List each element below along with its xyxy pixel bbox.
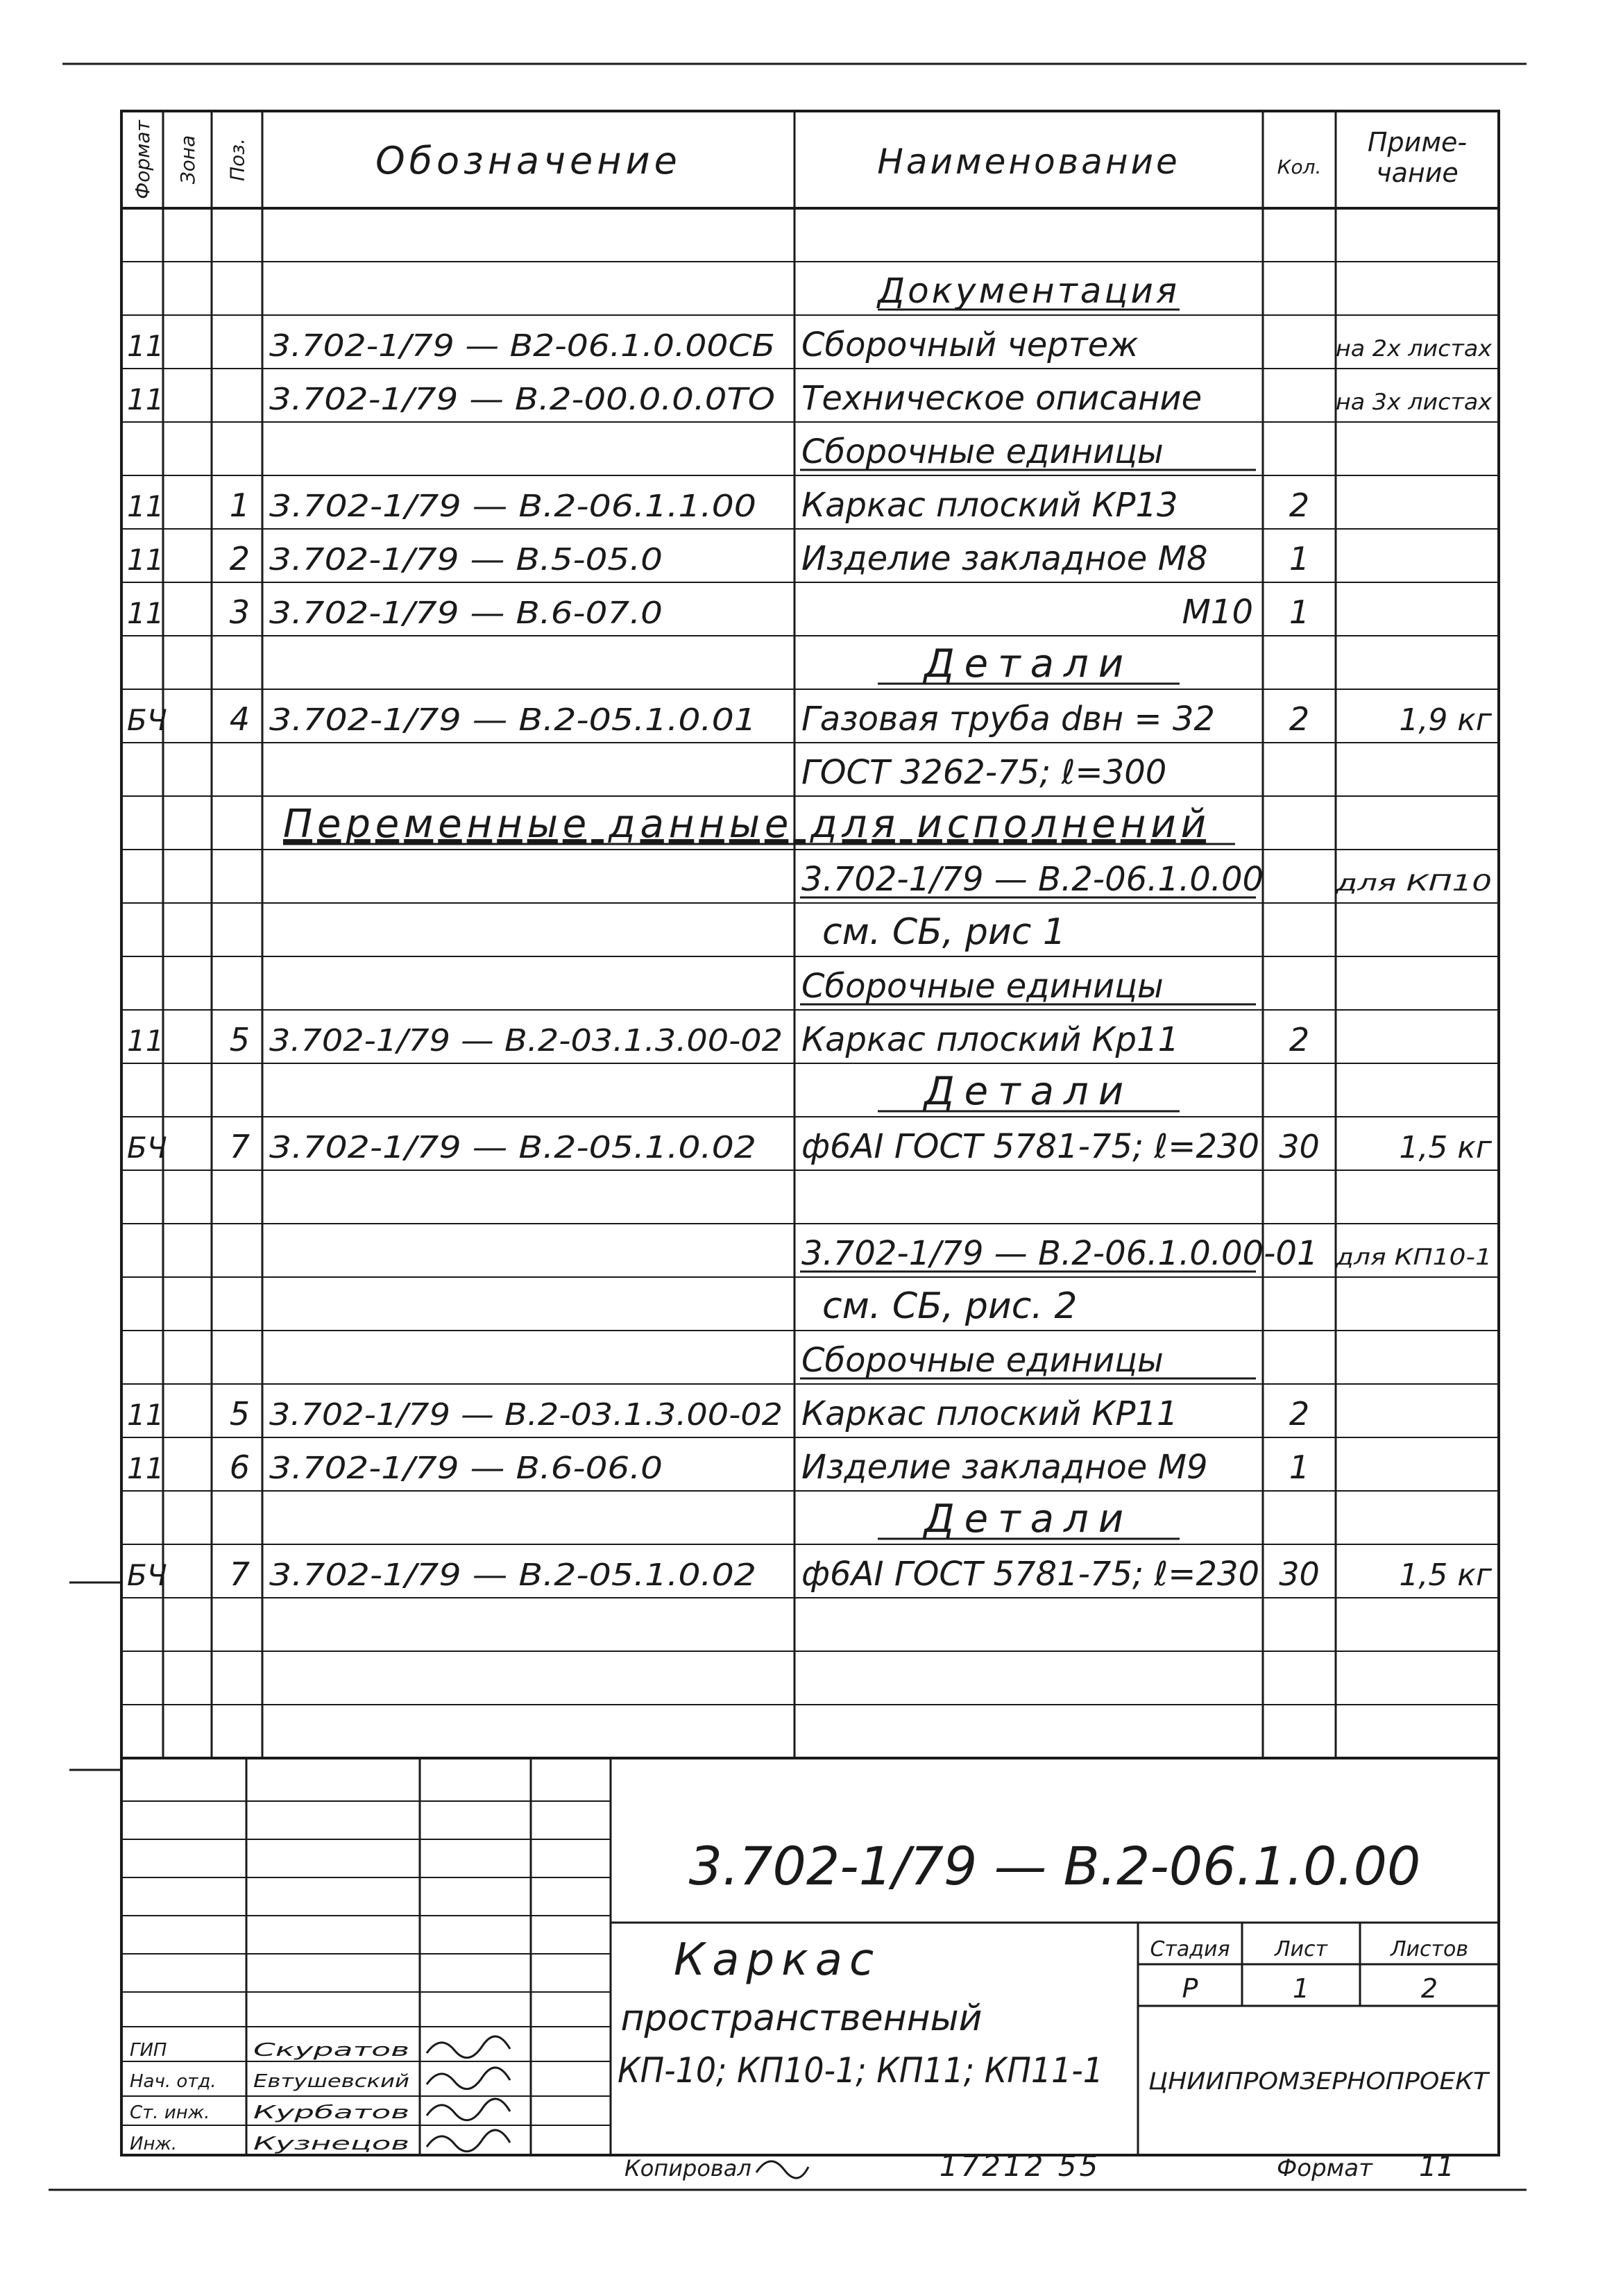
cell-name: М10 [1182,593,1253,632]
signer-role: Нач. отд. [130,2071,216,2092]
cell-designation: 3.702-1/79 — В2-06.1.0.00СБ [269,328,775,364]
cell-position: 4 [229,700,250,738]
cell-quantity: 2 [1289,700,1310,738]
signer-role: Ст. инж. [130,2102,210,2123]
header-position: Поз. [226,138,249,181]
cell-format: 11 [127,1024,164,1058]
cell-name: Детали [924,1496,1134,1542]
cell-name: Сборочные единицы [801,967,1164,1006]
cell-format: 11 [127,1398,164,1432]
cell-name: Каркас плоский Кр11 [801,1020,1180,1059]
cell-format: БЧ [127,1558,167,1592]
cell-name: Сборочный чертеж [801,326,1139,364]
cell-position: 5 [229,1395,250,1433]
cell-quantity: 1 [1289,1449,1310,1486]
cell-designation: 3.702-1/79 — В.2-03.1.3.00-02 [269,1397,783,1433]
cell-designation: 3.702-1/79 — В.2-03.1.3.00-02 [269,1023,783,1058]
cell-format: 11 [127,489,164,523]
cell-designation: 3.702-1/79 — В.6-06.0 [269,1451,663,1486]
document-code: 3.702-1/79 — В.2-06.1.0.00 [688,1835,1421,1897]
cell-designation: 3.702-1/79 — В.5-05.0 [269,542,663,577]
signature-mark [427,2068,510,2089]
product-title: Каркас [673,1934,881,1986]
cell-designation: 3.702-1/79 — В.2-06.1.1.00 [269,489,756,524]
cell-position: 7 [229,1555,250,1593]
cell-name: Изделие закладное М9 [801,1448,1208,1487]
cell-name: Детали [924,641,1134,686]
format-label: Формат [1277,2154,1372,2182]
signature-mark [427,2099,510,2120]
header-format: Формат [131,120,154,199]
cell-name: Сборочные единицы [801,1341,1164,1380]
cell-quantity: 30 [1279,1128,1320,1165]
cell-name: см. СБ, рис 1 [822,911,1066,953]
cell-name: Газовая труба dвн = 32 [801,700,1215,738]
cell-quantity: 2 [1289,487,1310,524]
cell-name: Документация [878,271,1180,311]
cell-designation: 3.702-1/79 — В.2-05.1.0.02 [269,1558,756,1593]
organization-name: ЦНИИПРОМЗЕРНОПРОЕКТ [1148,2068,1490,2095]
cell-format: 11 [127,1451,164,1485]
cell-quantity: 2 [1289,1395,1310,1433]
cell-designation: 3.702-1/79 — В.2-00.0.0.0ТО [269,382,775,417]
product-subtitle: пространственный [620,1998,983,2039]
header-zone: Зона [176,135,199,185]
header-name: Наименование [877,142,1180,182]
stage-label: Стадия [1150,1937,1230,1961]
cell-name: Каркас плоский КР13 [801,486,1178,525]
cell-quantity: 30 [1279,1555,1320,1593]
cell-name: Детали [924,1069,1134,1114]
signature-mark [427,2130,510,2152]
format-value: 11 [1419,2151,1454,2183]
signer-name: Скуратов [253,2040,409,2061]
header-note: Приме- [1367,127,1468,158]
copier-signature-mark [756,2161,808,2178]
cell-format: 11 [127,596,164,630]
signer-name: Курбатов [253,2102,409,2123]
signature-mark [427,2036,510,2058]
cell-name: Сборочные единицы [801,432,1164,471]
archive-number: 17212 55 [939,2149,1101,2183]
cell-note: на 2х листах [1336,335,1493,362]
header-designation: Обозначение [375,139,681,183]
sheet-label: Лист [1274,1937,1328,1961]
cell-designation: 3.702-1/79 — В.6-07.0 [269,596,663,631]
cell-name: см. СБ, рис. 2 [822,1285,1078,1327]
cell-note: 1,5 кг [1399,1130,1492,1165]
cell-name: Каркас плоский КР11 [801,1394,1178,1433]
cell-quantity: 1 [1289,593,1310,631]
cell-format: БЧ [127,1131,167,1165]
cell-position: 6 [229,1449,250,1486]
table-body [121,262,1499,1758]
copied-by-label: Копировал [624,2155,751,2181]
cell-name: ф6АI ГОСТ 5781-75; ℓ=230 [801,1127,1260,1166]
cell-name: 3.702-1/79 — В.2-06.1.0.00 [801,860,1264,899]
cell-format: 11 [127,329,164,363]
cell-designation: 3.702-1/79 — В.2-05.1.0.01 [269,702,756,738]
product-variants: КП-10; КП10-1; КП11; КП11-1 [618,2050,1103,2091]
cell-designation: 3.702-1/79 — В.2-05.1.0.02 [269,1130,756,1165]
cell-position: 3 [229,593,250,631]
title-block [121,1758,1499,2155]
header-quantity: Кол. [1277,155,1322,178]
stage-value: Р [1182,1973,1198,2004]
cell-format: БЧ [127,703,167,737]
cell-quantity: 2 [1289,1021,1310,1058]
cell-note: 1,9 кг [1399,702,1492,738]
cell-position: 5 [229,1021,250,1058]
signer-name: Евтушевский [253,2071,409,2092]
cell-note: на 3х листах [1336,389,1493,415]
cell-format: 11 [127,543,164,577]
cell-name: Изделие закладное М8 [801,539,1208,578]
cell-note: 1,5 кг [1399,1558,1492,1593]
signer-role: Инж. [130,2134,178,2154]
cell-name: Техническое описание [801,379,1202,418]
cell-name: 3.702-1/79 — В.2-06.1.0.00-01 [801,1234,1318,1273]
signer-role: ГИП [130,2040,167,2061]
signer-name: Кузнецов [253,2134,409,2154]
cell-quantity: 1 [1289,540,1310,577]
variable-data-banner: Переменные данные для исполнений [283,802,1206,847]
sheets-value: 2 [1420,1973,1438,2004]
header-note: чание [1376,158,1459,188]
cell-position: 7 [229,1128,250,1165]
cell-name: ф6АI ГОСТ 5781-75; ℓ=230 [801,1555,1260,1594]
sheet-value: 1 [1292,1973,1310,2004]
sheets-label: Листов [1390,1937,1469,1961]
cell-note: для КП10-1 [1334,1244,1492,1270]
cell-format: 11 [127,382,164,416]
cell-note: для КП10 [1334,870,1492,896]
cell-position: 1 [229,487,250,524]
cell-position: 2 [229,540,250,577]
cell-name: ГОСТ 3262-75; ℓ=300 [801,753,1167,792]
